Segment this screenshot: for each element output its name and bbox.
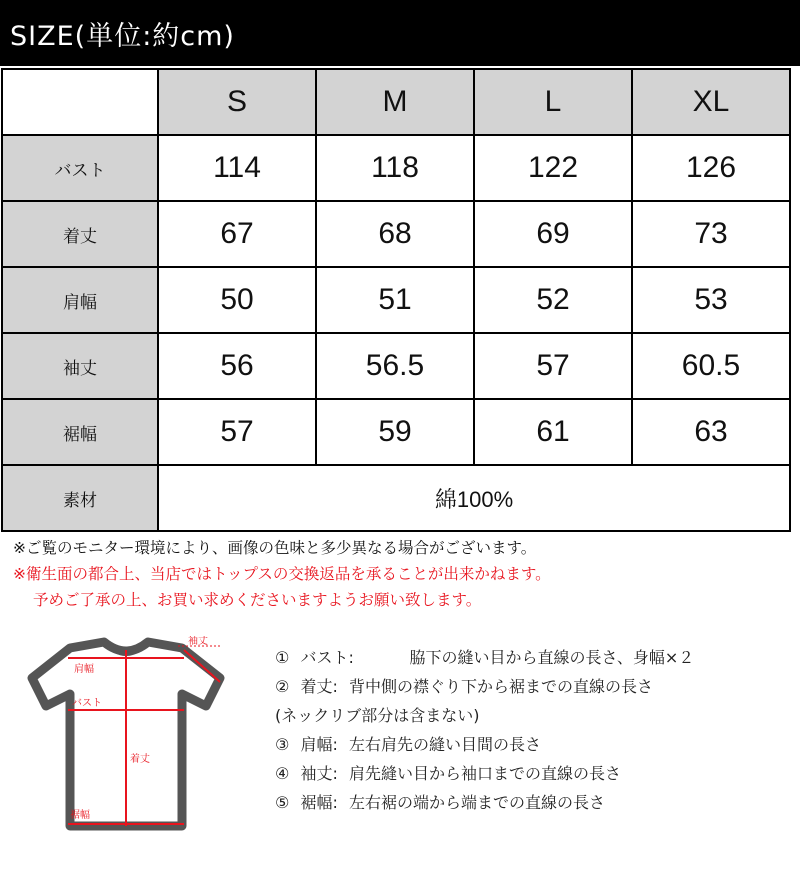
legend-label: 着丈:: [300, 677, 338, 696]
size-title: SIZE(単位:約cm): [10, 21, 235, 52]
cell-hem-s: 57: [158, 399, 316, 465]
measurement-legend: [275, 643, 694, 817]
legend-desc: 背中側の襟ぐり下から裾までの直線の長さ: [348, 677, 653, 696]
table-corner-cell: [2, 69, 158, 135]
legend-item-bust: [275, 643, 694, 672]
row-label-bust: バスト: [2, 135, 158, 201]
cell-hem-xl: 63: [632, 399, 790, 465]
legend-item-length: [275, 672, 694, 701]
row-label-length: 着丈: [2, 201, 158, 267]
legend-item-hem: [275, 788, 694, 817]
cell-bust-xl: 126: [632, 135, 790, 201]
row-label-shoulder: 肩幅: [2, 267, 158, 333]
row-label-hem: 裾幅: [2, 399, 158, 465]
label-susohaba: 裾幅: [70, 810, 90, 821]
legend-num: ②: [275, 677, 290, 696]
legend-num: ①: [275, 648, 290, 667]
cell-length-s: 67: [158, 201, 316, 267]
title-bar: [0, 0, 800, 66]
legend-num: ⑤: [275, 793, 290, 812]
size-header-s: S: [158, 69, 316, 135]
note-apology: 予めご了承の上、お買い求めくださいますようお願い致します。: [33, 591, 482, 609]
size-header-row: [2, 69, 790, 135]
label-sodetake: 袖丈: [188, 636, 208, 647]
cell-hem-m: 59: [316, 399, 474, 465]
cell-hem-l: 61: [474, 399, 632, 465]
note-monitor: ※ご覧のモニター環境により、画像の色味と多少異なる場合がございます。: [13, 539, 537, 557]
cell-shoulder-xl: 53: [632, 267, 790, 333]
table-row-shoulder: [2, 267, 790, 333]
cell-material: 綿100%: [158, 465, 790, 531]
cell-sleeve-xl: 60.5: [632, 333, 790, 399]
cell-shoulder-l: 52: [474, 267, 632, 333]
cell-bust-l: 122: [474, 135, 632, 201]
cell-sleeve-s: 56: [158, 333, 316, 399]
notes: [13, 535, 551, 613]
legend-num: ④: [275, 764, 290, 783]
cell-shoulder-m: 51: [316, 267, 474, 333]
legend-item-sleeve: [275, 759, 694, 788]
size-header-xl: XL: [632, 69, 790, 135]
legend-desc: (ネックリブ部分は含まない): [275, 706, 480, 725]
legend-label: 裾幅:: [300, 793, 338, 812]
legend-desc: 脇下の縫い目から直線の長さ、身幅×２: [409, 648, 695, 667]
cell-length-l: 69: [474, 201, 632, 267]
size-table: [1, 68, 791, 532]
cell-bust-s: 114: [158, 135, 316, 201]
legend-label: 袖丈:: [300, 764, 338, 783]
table-row-material: [2, 465, 790, 531]
cell-bust-m: 118: [316, 135, 474, 201]
legend-desc: 左右肩先の縫い目間の長さ: [348, 735, 541, 754]
size-header-l: L: [474, 69, 632, 135]
row-label-sleeve: 袖丈: [2, 333, 158, 399]
cell-sleeve-l: 57: [474, 333, 632, 399]
cell-length-xl: 73: [632, 201, 790, 267]
cell-sleeve-m: 56.5: [316, 333, 474, 399]
table-row-bust: [2, 135, 790, 201]
label-kitake: 着丈: [130, 754, 150, 765]
legend-desc: 左右裾の端から端までの直線の長さ: [348, 793, 605, 812]
row-label-material: 素材: [2, 465, 158, 531]
legend-item-length-note: [275, 701, 694, 730]
size-header-m: M: [316, 69, 474, 135]
legend-desc: 肩先縫い目から袖口までの直線の長さ: [348, 764, 621, 783]
legend-num: ③: [275, 735, 290, 754]
legend-label: 肩幅:: [300, 735, 338, 754]
legend-item-shoulder: [275, 730, 694, 759]
table-row-hem: [2, 399, 790, 465]
label-katahaba: 肩幅: [74, 664, 94, 675]
cell-length-m: 68: [316, 201, 474, 267]
table-row-sleeve: [2, 333, 790, 399]
tshirt-measurement-diagram: [18, 636, 238, 836]
table-row-length: [2, 201, 790, 267]
note-no-returns: ※衛生面の都合上、当店ではトップスの交換返品を承ることが出来かねます。: [13, 565, 551, 583]
legend-label: バスト:: [300, 648, 354, 667]
label-bust: バスト: [72, 698, 102, 709]
cell-shoulder-s: 50: [158, 267, 316, 333]
